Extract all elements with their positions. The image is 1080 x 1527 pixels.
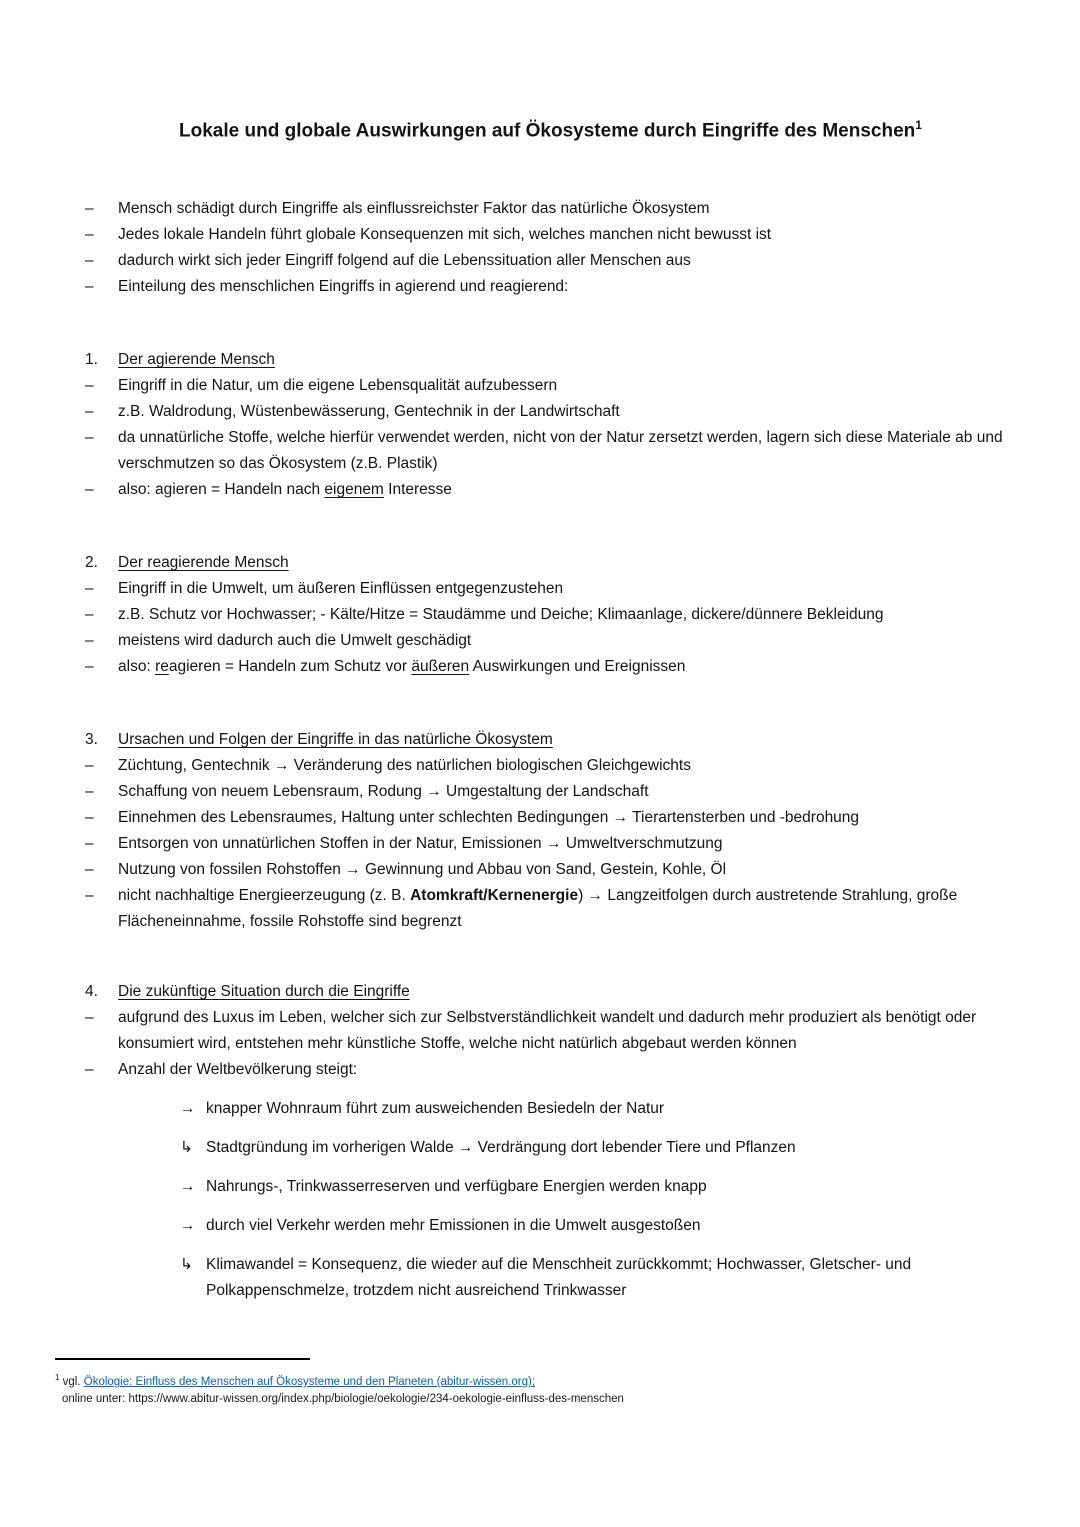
dash-marker: – — [85, 580, 94, 598]
footnote-separator — [55, 1358, 310, 1360]
list-item — [85, 248, 1016, 274]
dash-marker: – — [85, 887, 94, 905]
list-item-text: Mensch schädigt durch Eingriffe als einflussreichster Faktor das natürliche Ökosystem — [118, 200, 710, 218]
list-item-text: Eingriff in die Natur, um die eigene Lebensqualität aufzubessern — [118, 377, 558, 395]
list-item-text: Züchtung, Gentechnik → Veränderung des natürlichen biologischen Gleichgewichts — [118, 757, 691, 775]
arrow-line — [180, 1213, 1016, 1239]
dash-marker: – — [85, 200, 94, 218]
list-item — [85, 753, 1016, 779]
dash-marker: – — [85, 252, 94, 270]
list-item — [85, 779, 1016, 805]
list-item — [85, 602, 1016, 628]
section-3 — [85, 727, 1016, 935]
consequence-arrow-list — [85, 1096, 1016, 1304]
dash-marker: – — [85, 226, 94, 244]
section-4-header — [85, 979, 1016, 1005]
list-item-text: z.B. Schutz vor Hochwasser; - Kälte/Hitze = Staudämme und Deiche; Klimaanlage, dickere/dünnere Bekleidung — [118, 606, 884, 624]
list-item — [85, 628, 1016, 654]
document-title-text: Lokale und globale Auswirkungen auf Ökosysteme durch Eingriffe des Menschen — [179, 120, 916, 142]
list-item-text: also: agieren = Handeln nach eigenem Interesse — [118, 481, 452, 499]
list-item — [85, 222, 1016, 248]
footnote — [55, 1358, 975, 1408]
list-item — [85, 425, 1016, 477]
dash-marker: – — [85, 278, 94, 296]
footnote-ref-superscript: 1 — [915, 118, 922, 132]
list-item-text: Einteilung des menschlichen Eingriffs in agierend und reagierend: — [118, 278, 569, 296]
dash-marker: – — [85, 403, 94, 421]
dash-marker: – — [85, 835, 94, 853]
list-item — [85, 1057, 1016, 1083]
list-item-text: nicht nachhaltige Energieerzeugung (z. B. Atomkraft/Kernenergie) → Langzeitfolgen durch austretende Strahlung, große Flächeneinnahme, fossile Rohstoffe sind begrenzt — [118, 887, 958, 931]
arrow-line — [180, 1252, 1016, 1304]
list-item — [85, 274, 1016, 300]
section-4 — [85, 979, 1016, 1304]
intro-list — [85, 196, 1016, 300]
arrow-line-text: Klimawandel = Konsequenz, die wieder auf die Menschheit zurückkommt; Hochwasser, Gletscher- und Polkappenschmelze, trotzdem nicht ausreichend Trinkwasser — [206, 1256, 912, 1300]
list-item — [85, 831, 1016, 857]
list-item-text: also: reagieren = Handeln zum Schutz vor äußeren Auswirkungen und Ereignissen — [118, 658, 686, 676]
section-2-heading: Der reagierende Mensch — [118, 554, 289, 572]
list-item-text: Anzahl der Weltbevölkerung steigt: — [118, 1061, 358, 1079]
arrow-line-text: Nahrungs-, Trinkwasserreserven und verfügbare Energien werden knapp — [206, 1178, 707, 1196]
list-item-text: Nutzung von fossilen Rohstoffen → Gewinnung und Abbau von Sand, Gestein, Kohle, Öl — [118, 861, 727, 879]
footnote-number: 1 — [55, 1373, 60, 1382]
list-item-text: da unnatürliche Stoffe, welche hierfür verwendet werden, nicht von der Natur zersetzt werden, lagern sich diese Materiale ab und verschmutzen so das Ökosystem (z.B. Plastik) — [118, 429, 1003, 473]
dash-marker: – — [85, 783, 94, 801]
hook-arrow-icon: ↳ — [180, 1256, 193, 1274]
arrow-line-text: Stadtgründung im vorherigen Walde → Verdrängung dort lebender Tiere und Pflanzen — [206, 1139, 796, 1157]
dash-marker: – — [85, 809, 94, 827]
dash-marker: – — [85, 632, 94, 650]
arrow-line — [180, 1135, 1016, 1161]
section-3-heading: Ursachen und Folgen der Eingriffe in das natürliche Ökosystem — [118, 731, 553, 749]
section-2-header — [85, 550, 1016, 576]
right-arrow-icon: → — [180, 1100, 196, 1118]
section-number: 2. — [85, 554, 98, 572]
section-2 — [85, 550, 1016, 680]
list-item — [85, 576, 1016, 602]
list-item — [85, 196, 1016, 222]
list-item — [85, 857, 1016, 883]
list-item-text: Eingriff in die Umwelt, um äußeren Einflüssen entgegenzustehen — [118, 580, 564, 598]
list-item-text: meistens wird dadurch auch die Umwelt geschädigt — [118, 632, 472, 650]
list-item — [85, 399, 1016, 425]
right-arrow-icon: → — [180, 1217, 196, 1235]
list-item-text: dadurch wirkt sich jeder Eingriff folgend auf die Lebenssituation aller Menschen aus — [118, 252, 691, 270]
dash-marker: – — [85, 1009, 94, 1027]
list-item-text: Einnehmen des Lebensraumes, Haltung unter schlechten Bedingungen → Tierartensterben und -bedrohung — [118, 809, 860, 827]
dash-marker: – — [85, 1061, 94, 1079]
section-1-heading: Der agierende Mensch — [118, 351, 275, 369]
section-number: 1. — [85, 351, 98, 369]
footnote-link[interactable]: Ökologie: Einfluss des Menschen auf Ökosysteme und den Planeten (abitur-wissen.org); — [83, 1375, 536, 1388]
section-1 — [85, 347, 1016, 503]
section-1-header — [85, 347, 1016, 373]
list-item — [85, 477, 1016, 503]
dash-marker: – — [85, 429, 94, 447]
list-item-text: Jedes lokale Handeln führt globale Konsequenzen mit sich, welches manchen nicht bewusst ist — [118, 226, 772, 244]
arrow-line — [180, 1096, 1016, 1122]
footnote-line-1 — [55, 1369, 975, 1391]
list-item — [85, 373, 1016, 399]
right-arrow-icon: → — [180, 1178, 196, 1196]
arrow-line-text: durch viel Verkehr werden mehr Emissionen in die Umwelt ausgestoßen — [206, 1217, 701, 1235]
dash-marker: – — [85, 757, 94, 775]
section-4-heading: Die zukünftige Situation durch die Eingriffe — [118, 983, 410, 1001]
list-item-text: Entsorgen von unnatürlichen Stoffen in der Natur, Emissionen → Umweltverschmutzung — [118, 835, 723, 853]
list-item-text: aufgrund des Luxus im Leben, welcher sich zur Selbstverständlichkeit wandelt und dadurch mehr produziert als benötigt oder konsumiert wird, entstehen mehr künstliche Stoffe, welche nicht natürlich abgebaut werden können — [118, 1009, 977, 1053]
dash-marker: – — [85, 481, 94, 499]
list-item — [85, 805, 1016, 831]
dash-marker: – — [85, 606, 94, 624]
footnote-line-2: online unter: https://www.abitur-wissen.org/index.php/biologie/oekologie/234-oekologie-einfluss-des-menschen — [62, 1392, 624, 1405]
section-3-header — [85, 727, 1016, 753]
dash-marker: – — [85, 861, 94, 879]
section-number: 4. — [85, 983, 98, 1001]
list-item-text: Schaffung von neuem Lebensraum, Rodung → Umgestaltung der Landschaft — [118, 783, 649, 801]
footnote-prefix: vgl. — [62, 1375, 84, 1388]
list-item — [85, 654, 1016, 680]
list-item — [85, 883, 1016, 935]
section-number: 3. — [85, 731, 98, 749]
document-title — [85, 112, 1016, 144]
dash-marker: – — [85, 658, 94, 676]
arrow-line-text: knapper Wohnraum führt zum ausweichenden Besiedeln der Natur — [206, 1100, 665, 1118]
list-item — [85, 1005, 1016, 1057]
dash-marker: – — [85, 377, 94, 395]
list-item-text: z.B. Waldrodung, Wüstenbewässerung, Gentechnik in der Landwirtschaft — [118, 403, 620, 421]
hook-arrow-icon: ↳ — [180, 1139, 193, 1157]
arrow-line — [180, 1174, 1016, 1200]
